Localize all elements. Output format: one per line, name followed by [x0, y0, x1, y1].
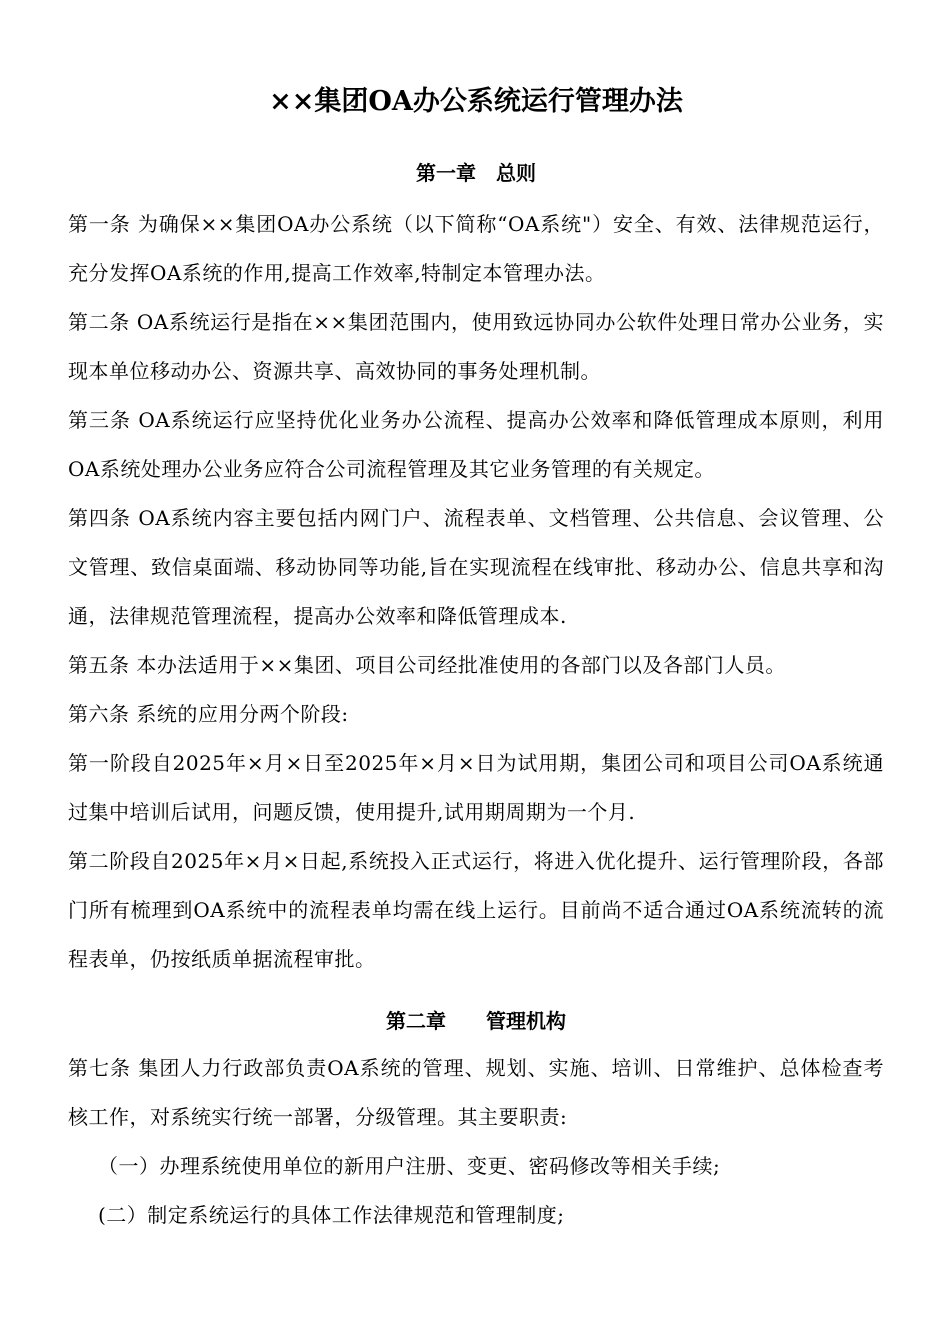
chapter-heading: 第一章 总则 [416, 161, 536, 185]
article-paragraph: 第二阶段自2025年×月×日起,系统投入正式运行，将进入优化提升、运行管理阶段，各部门所有梳理到OA系统中的流程表单均需在线上运行。目前尚不适合通过OA系统流转的流程表单，仍按纸质单据流程审批。 [68, 849, 884, 971]
list-item: (二）制定系统运行的具体工作法律规范和管理制度; [98, 1203, 565, 1227]
list-item: （一）办理系统使用单位的新用户注册、变更、密码修改等相关手续; [98, 1154, 721, 1178]
article-paragraph: 第一条 为确保××集团OA办公系统（以下简称“OA系统"）安全、有效、法律规范运行，充分发挥OA系统的作用,提高工作效率,特制定本管理办法。 [68, 212, 884, 285]
article-paragraph: 第三条 OA系统运行应坚持优化业务办公流程、提高办公效率和降低管理成本原则，利用OA系统处理办公业务应符合公司流程管理及其它业务管理的有关规定。 [68, 408, 884, 481]
article-paragraph: 第五条 本办法适用于××集团、项目公司经批准使用的各部门以及各部门人员。 [68, 653, 786, 677]
article-paragraph: 第七条 集团人力行政部负责OA系统的管理、规划、实施、培训、日常维护、总体检查考核工作，对系统实行统一部署，分级管理。其主要职责: [68, 1056, 884, 1129]
document-title: ××集团OA办公系统运行管理办法 [269, 86, 683, 117]
article-paragraph: 第四条 OA系统内容主要包括内网门户、流程表单、文档管理、公共信息、会议管理、公文管理、致信桌面端、移动协同等功能,旨在实现流程在线审批、移动办公、信息共享和沟通，法律规范管理流程，提高办公效率和降低管理成本. [68, 506, 884, 628]
article-paragraph: 第二条 OA系统运行是指在××集团范围内，使用致远协同办公软件处理日常办公业务，实现本单位移动办公、资源共享、高效协同的事务处理机制。 [68, 310, 884, 383]
article-paragraph: 第六条 系统的应用分两个阶段: [68, 702, 349, 726]
article-paragraph: 第一阶段自2025年×月×日至2025年×月×日为试用期，集团公司和项目公司OA系统通过集中培训后试用，问题反馈，使用提升,试用期周期为一个月. [68, 751, 884, 824]
chapter-heading: 第二章 管理机构 [386, 1009, 566, 1033]
